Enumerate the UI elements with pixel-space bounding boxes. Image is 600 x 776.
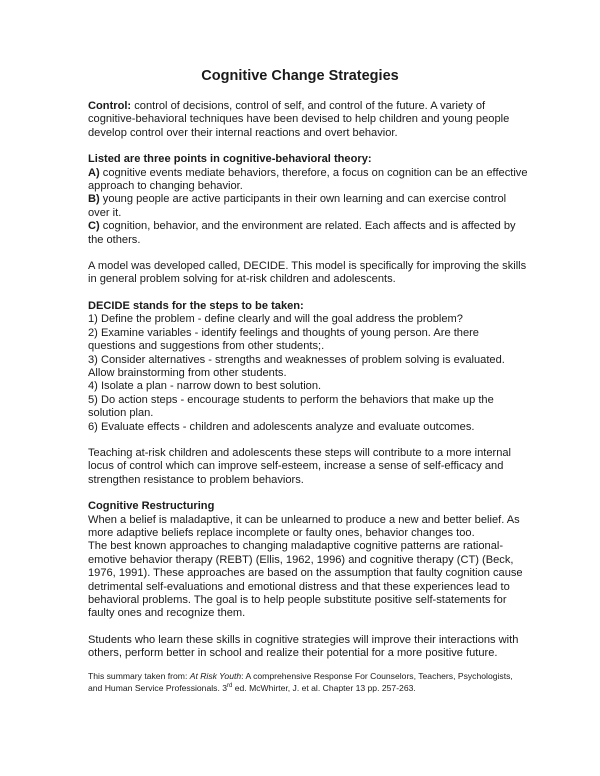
decide-step-4: 4) Isolate a plan - narrow down to best solution. xyxy=(88,380,322,393)
source-citation: This summary taken from: At Risk Youth: A comprehensive Response For Counselors, Teachers, Psychologists, and Human Service Professionals. 3rd ed. McWhirter, J. et al. Chapter 13 pp. 257-263. xyxy=(88,671,513,693)
control-label: Control: xyxy=(88,100,132,112)
page-title: Cognitive Change Strategies xyxy=(201,68,399,84)
decide-step-3: 3) Consider alternatives - strengths and weaknesses of problem solving is evaluated. Allow brainstorming from other students. xyxy=(88,353,505,379)
point-a: A) cognitive events mediate behaviors, therefore, a focus on cognition can be an effective approach to changing behavior. xyxy=(88,166,528,193)
document-body xyxy=(88,100,528,661)
point-b: B) young people are active participants in their own learning and can exercise control over it. xyxy=(88,193,507,219)
students-paragraph: Students who learn these skills in cognitive strategies will improve their interactions with others, perform better in school and realize their potential for a more positive future. xyxy=(88,633,519,660)
book-title: At Risk Youth xyxy=(189,671,242,681)
point-c: C) cognition, behavior, and the environment are related. Each affects and is affected by the others. xyxy=(88,220,516,246)
decide-step-1: 1) Define the problem - define clearly and will the goal address the problem? xyxy=(88,313,463,326)
control-text: control of decisions, control of self, and control of the future. A variety of cognitive-behavioral techniques have been devised to help children and young people develop control over their internal reactions and overt behavior. xyxy=(88,100,510,139)
control-paragraph xyxy=(88,100,528,140)
restructuring-heading: Cognitive Restructuring xyxy=(88,500,215,513)
decide-heading: DECIDE stands for the steps to be taken: xyxy=(88,299,304,312)
decide-step-5: 5) Do action steps - encourage students to perform the behaviors that make up the solution plan. xyxy=(88,393,494,420)
restructuring-paragraph-2: The best known approaches to changing maladaptive cognitive patterns are rational-emotive behavior therapy (REBT) (Ellis, 1962, 1996) and cognitive therapy (CT) (Beck, 1976, 1991). These approaches are based on the assumption that faulty cognition cause detrimental self-evaluations and emotional distress and that these experiences lead to behavioral problems. The goal is to help people substitute positive self-statements for faulty ones and recognize them. xyxy=(88,540,523,620)
restructuring-paragraph-1: When a belief is maladaptive, it can be unlearned to produce a new and better belief. As more adaptive beliefs replace incomplete or faulty ones, behavior changes too. xyxy=(88,513,520,539)
decide-intro: A model was developed called, DECIDE. This model is specifically for improving the skills in general problem solving for at-risk children and adolescents. xyxy=(88,260,527,286)
decide-step-2: 2) Examine variables - identify feelings and thoughts of young person. Are there questions and suggestions from other students;. xyxy=(88,326,479,353)
teaching-paragraph: Teaching at-risk children and adolescents these steps will contribute to a more internal locus of control which can improve self-esteem, increase a sense of self-efficacy and strengthen resistance to problem behaviors. xyxy=(88,446,512,486)
decide-step-6: 6) Evaluate effects - children and adolescents analyze and evaluate outcomes. xyxy=(88,420,475,433)
points-heading: Listed are three points in cognitive-behavioral theory: xyxy=(88,153,372,166)
